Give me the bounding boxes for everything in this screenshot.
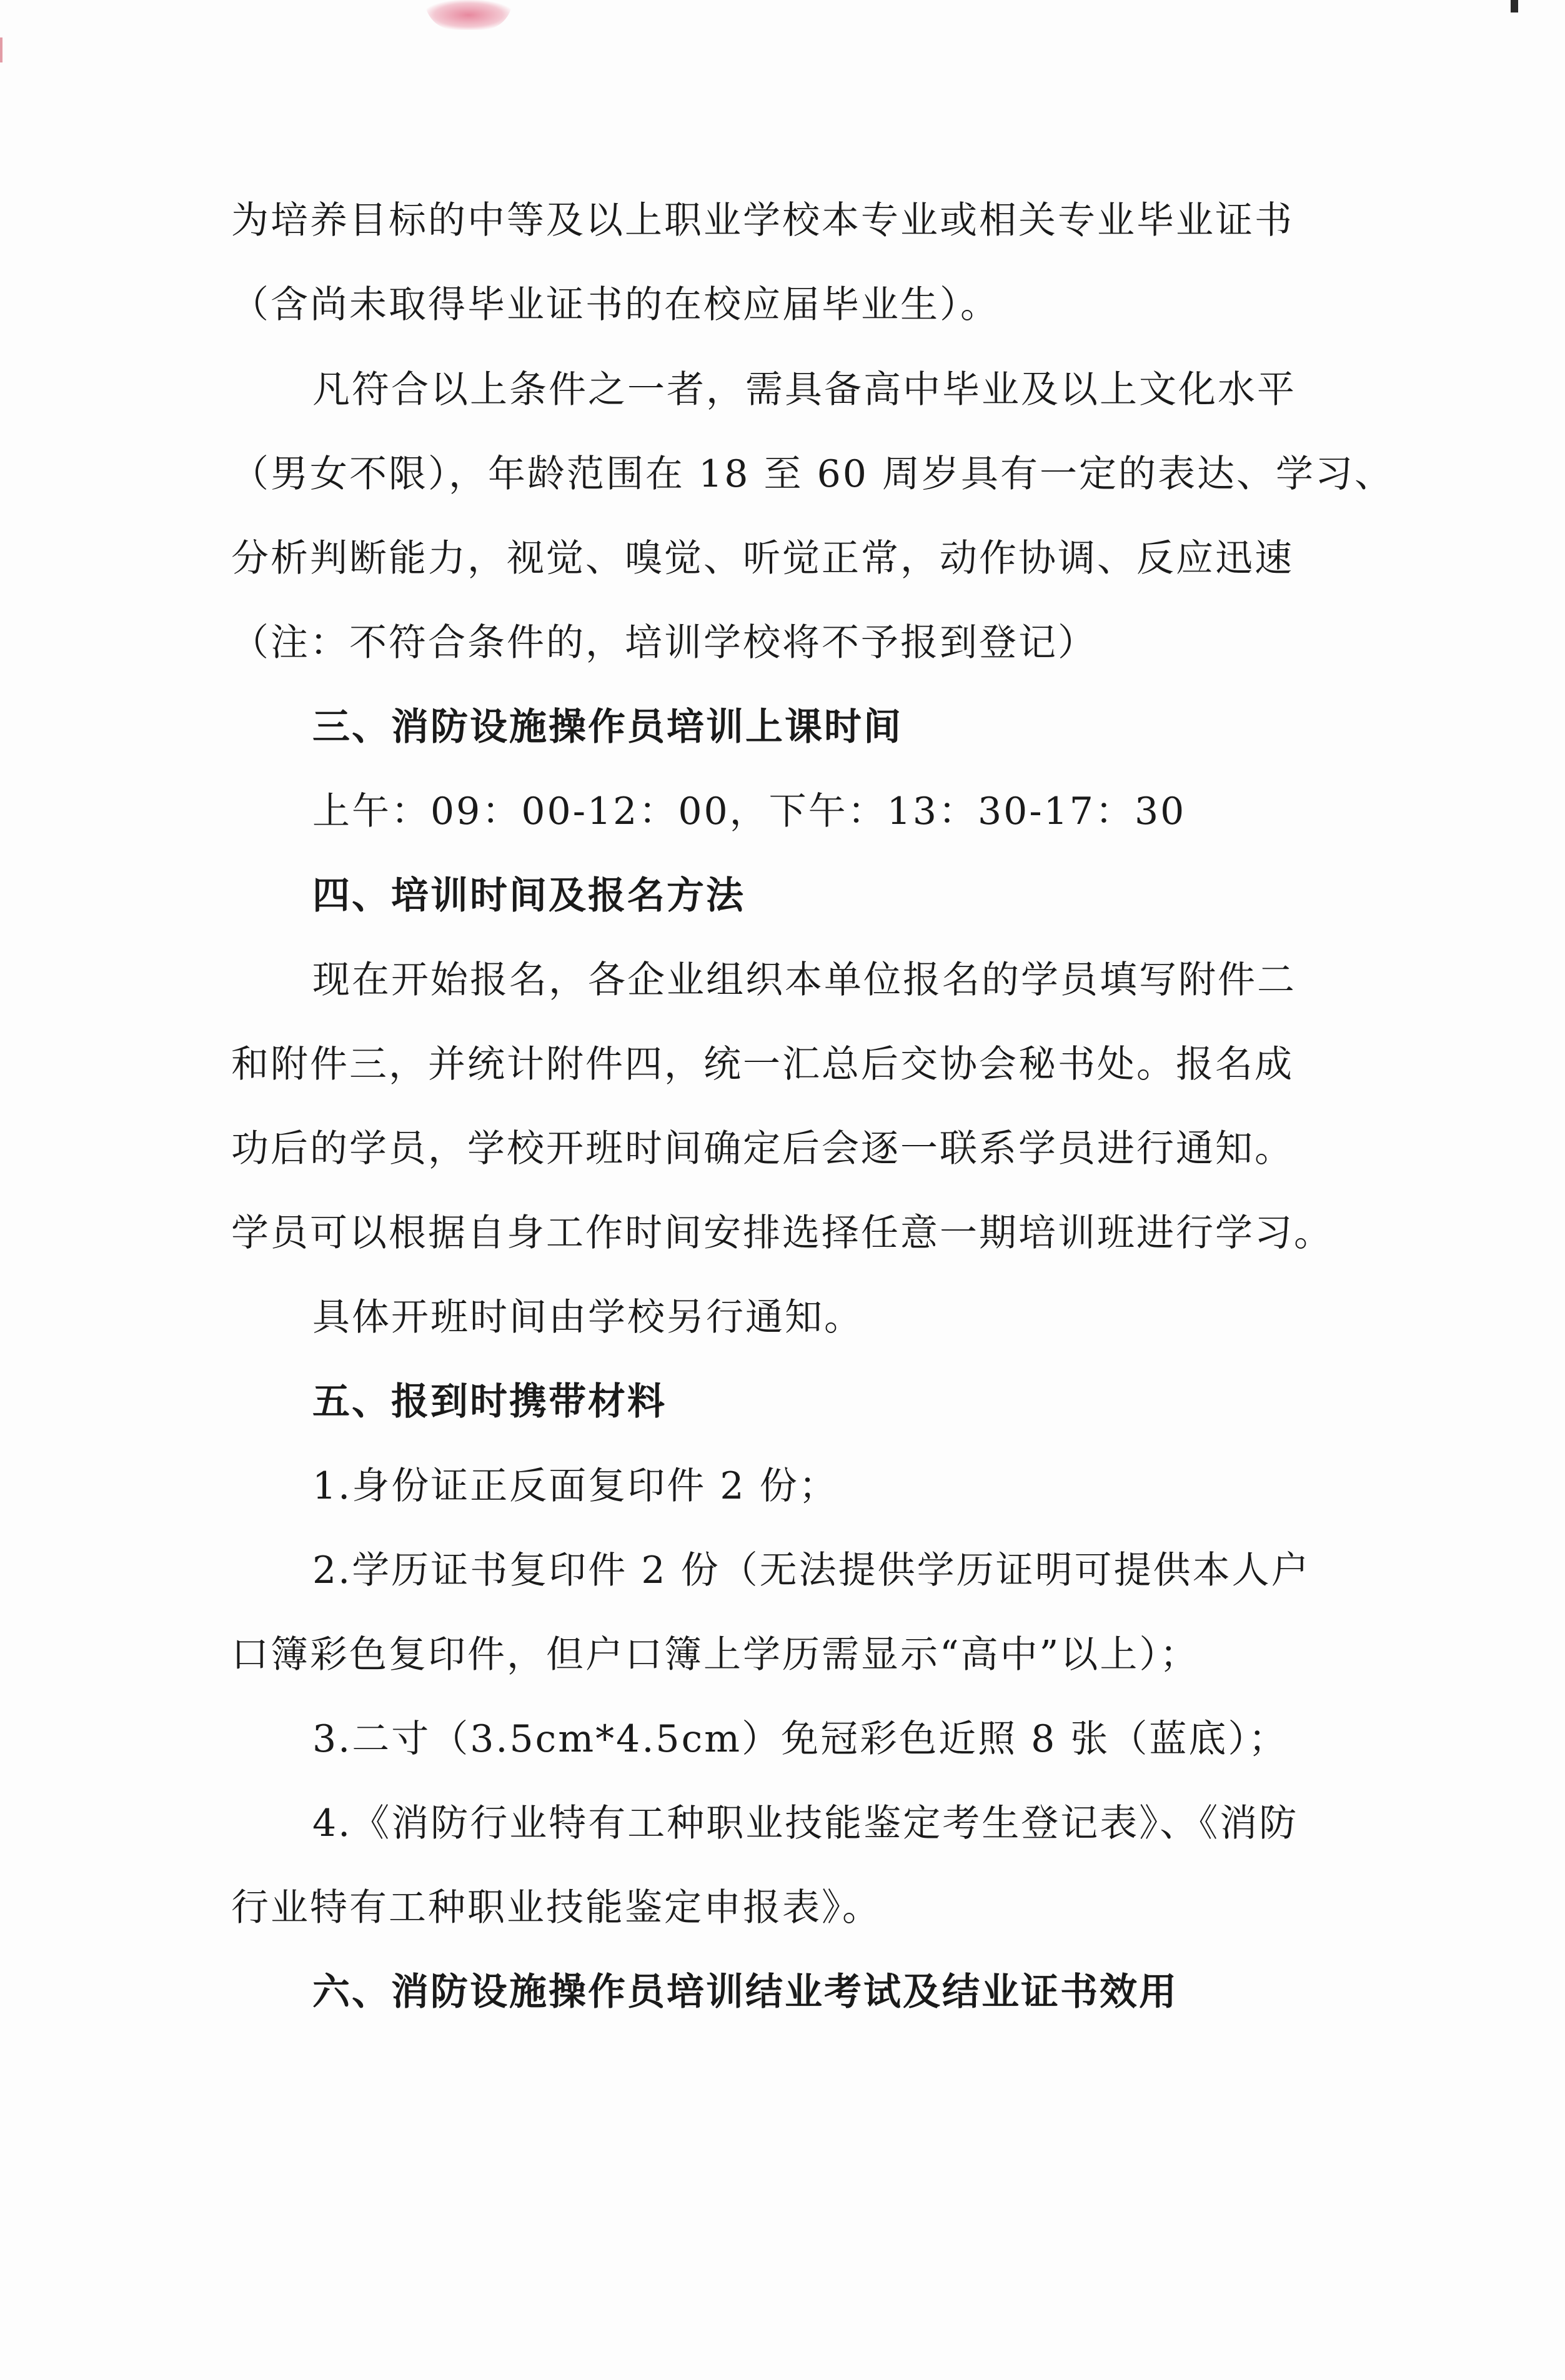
scan-edge-mark [1511, 0, 1518, 12]
list-item: 1.身份证正反面复印件 2 份； [312, 1464, 838, 1508]
scan-edge-mark-left [0, 37, 2, 62]
body-line: 具体开班时间由学校另行通知。 [312, 1296, 863, 1339]
section-heading: 三、消防设施操作员培训上课时间 [312, 705, 903, 749]
body-line: （含尚未取得毕业证书的在校应届毕业生）。 [231, 283, 1000, 327]
body-line: 为培养目标的中等及以上职业学校本专业或相关专业毕业证书 [231, 199, 1294, 242]
stamp-remnant [425, 0, 512, 30]
section-heading: 六、消防设施操作员培训结业考试及结业证书效用 [312, 1970, 1178, 2014]
body-line: 行业特有工种职业技能鉴定申报表》。 [231, 1886, 882, 1930]
body-line: 学员可以根据自身工作时间安排选择任意一期培训班进行学习。 [231, 1211, 1333, 1255]
body-line: （男女不限），年龄范围在 18 至 60 周岁具有一定的表达、学习、 [231, 452, 1394, 496]
body-line: （注：不符合条件的，培训学校将不予报到登记） [231, 621, 1097, 665]
body-line: 功后的学员，学校开班时间确定后会逐一联系学员进行通知。 [231, 1127, 1294, 1171]
body-line: 凡符合以上条件之一者，需具备高中毕业及以上文化水平 [312, 368, 1296, 412]
list-item: 4.《消防行业特有工种职业技能鉴定考生登记表》、《消防 [312, 1802, 1299, 1845]
section-heading: 四、培训时间及报名方法 [312, 874, 745, 918]
body-line: 分析判断能力，视觉、嗅觉、听觉正常，动作协调、反应迅速 [231, 537, 1294, 580]
body-line: 口簿彩色复印件，但户口簿上学历需显示“高中”以上）； [231, 1633, 1200, 1677]
list-item: 2.学历证书复印件 2 份（无法提供学历证明可提供本人户 [312, 1549, 1311, 1592]
body-line: 和附件三，并统计附件四，统一汇总后交协会秘书处。报名成 [231, 1043, 1294, 1086]
section-heading: 五、报到时携带材料 [312, 1380, 667, 1424]
list-item: 3.二寸（3.5cm*4.5cm）免冠彩色近照 8 张（蓝底）； [312, 1717, 1288, 1761]
body-line: 现在开始报名，各企业组织本单位报名的学员填写附件二 [312, 958, 1296, 1002]
body-line: 上午：09：00-12：00，下午：13：30-17：30 [312, 790, 1186, 833]
